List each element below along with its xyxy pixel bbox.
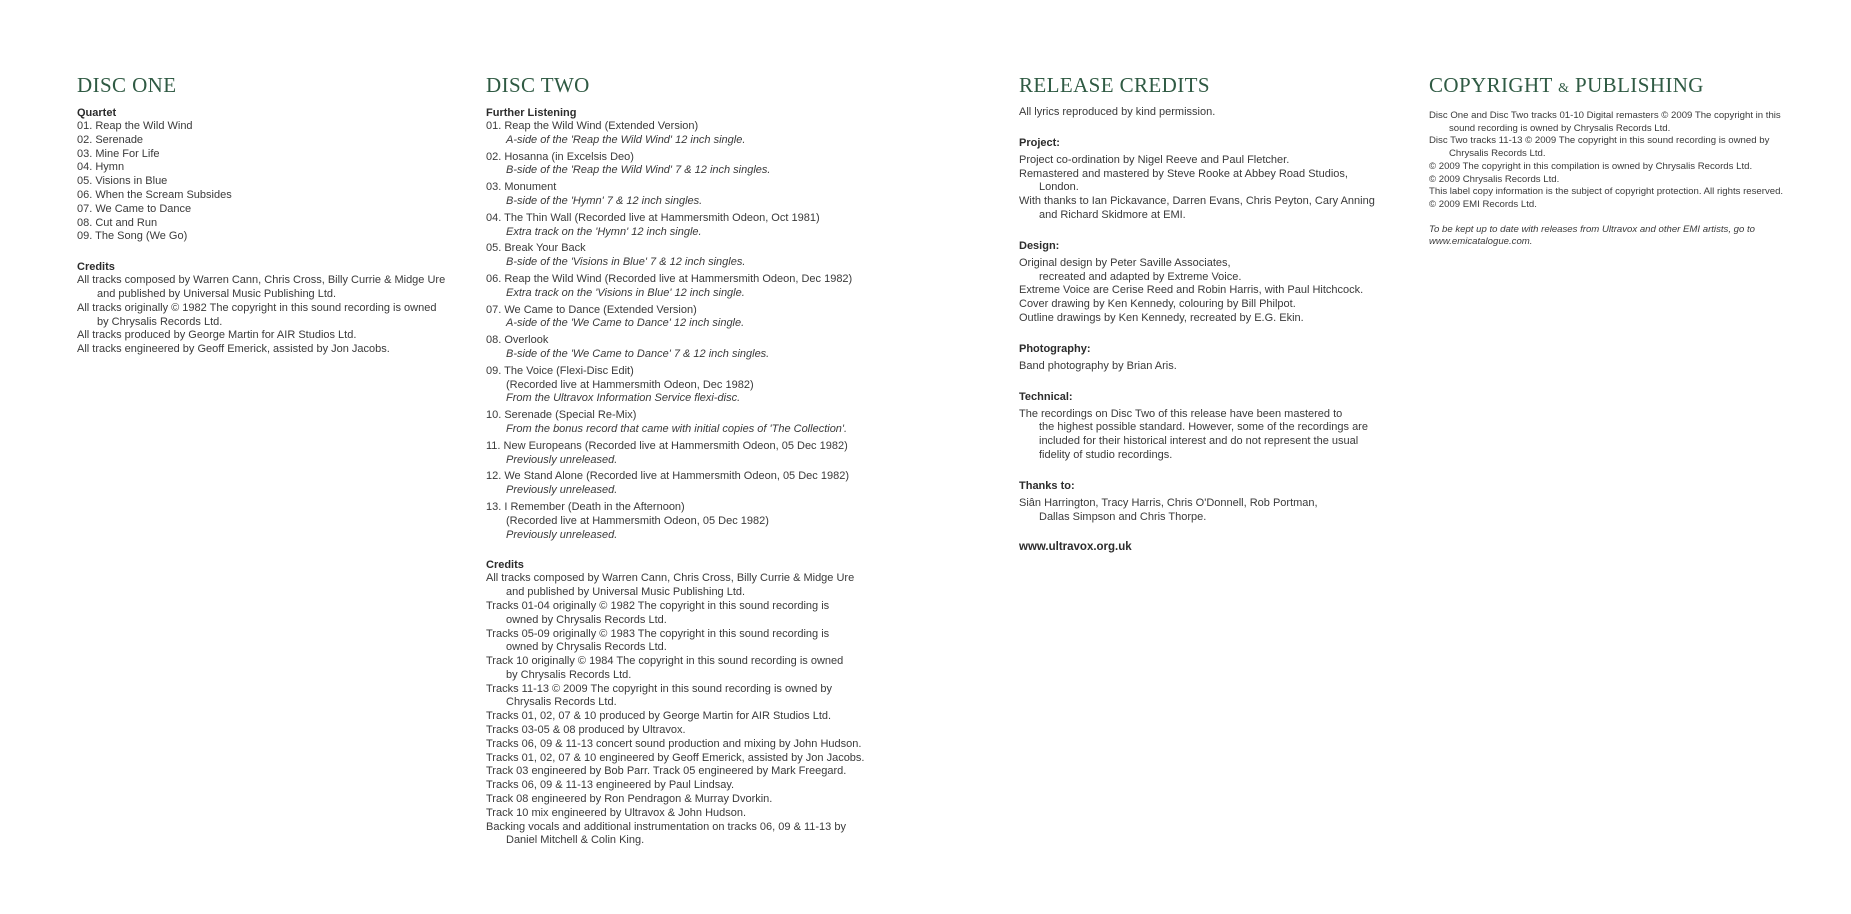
project-line: and Richard Skidmore at EMI. xyxy=(1039,208,1186,221)
credit-line: Tracks 01-04 originally © 1982 The copyright in this sound recording is xyxy=(486,599,830,612)
track-item: 01. Reap the Wild Wind xyxy=(77,120,193,132)
credit-line: Tracks 01, 02, 07 & 10 engineered by Geoff Emerick, assisted by Jon Jacobs. xyxy=(486,751,865,764)
track-item: 05. Visions in Blue xyxy=(77,175,168,188)
track-subtitle: (Recorded live at Hammersmith Odeon, 05 Dec 1982) xyxy=(506,514,769,527)
credit-line: Backing vocals and additional instrumentation on tracks 06, 09 & 11-13 by xyxy=(486,820,846,833)
track-item: 08. Cut and Run xyxy=(77,216,158,229)
track-title: 06. Reap the Wild Wind (Recorded live at Hammersmith Odeon, Dec 1982) xyxy=(486,272,853,285)
website-link[interactable]: www.ultravox.org.uk xyxy=(1019,541,1132,554)
track-title: 04. The Thin Wall (Recorded live at Hammersmith Odeon, Oct 1981) xyxy=(486,211,820,224)
project-line: Project co-ordination by Nigel Reeve and Paul Fletcher. xyxy=(1019,153,1290,166)
track-item xyxy=(486,470,886,498)
credit-line: owned by Chrysalis Records Ltd. xyxy=(506,641,667,654)
credit-line: owned by Chrysalis Records Ltd. xyxy=(506,613,667,626)
technical-line: the highest possible standard. However, some of the recordings are xyxy=(1039,421,1368,434)
track-item: 06. When the Scream Subsides xyxy=(77,188,232,201)
album-label: Quartet xyxy=(77,107,117,119)
track-title: 12. We Stand Alone (Recorded live at Hammersmith Odeon, 05 Dec 1982) xyxy=(486,470,849,483)
project-line: Remastered and mastered by Steve Rooke at Abbey Road Studios, xyxy=(1019,167,1348,180)
copyright-title xyxy=(1429,72,1829,102)
credit-line: All tracks originally © 1982 The copyright in this sound recording is owned xyxy=(77,301,437,314)
track-item xyxy=(486,242,886,270)
copyright-title-amp: & xyxy=(1558,81,1570,96)
disc-two-title: DISC TWO xyxy=(486,73,590,97)
copyright-line: sound recording is owned by Chrysalis Records Ltd. xyxy=(1449,122,1671,134)
design-line: Extreme Voice are Cerise Reed and Robin Harris, with Paul Hitchcock. xyxy=(1019,284,1364,297)
track-item xyxy=(486,501,886,542)
technical-line: The recordings on Disc Two of this release have been mastered to xyxy=(1019,407,1343,420)
track-subtitle: (Recorded live at Hammersmith Odeon, Dec 1982) xyxy=(506,378,754,391)
track-title: 13. I Remember (Death in the Afternoon) xyxy=(486,500,685,513)
track-item xyxy=(486,365,886,406)
credit-line: and published by Universal Music Publishing Ltd. xyxy=(506,586,746,599)
track-note: B-side of the 'Reap the Wild Wind' 7 & 12 inch singles. xyxy=(506,164,771,177)
credit-line: Tracks 05-09 originally © 1983 The copyright in this sound recording is xyxy=(486,627,830,640)
design-line: recreated and adapted by Extreme Voice. xyxy=(1039,270,1242,283)
track-note: B-side of the 'Hymn' 7 & 12 inch singles. xyxy=(506,194,703,207)
design-line: Cover drawing by Ken Kennedy, colouring by Bill Philpot. xyxy=(1019,298,1296,311)
copyright-line: Disc One and Disc Two tracks 01-10 Digital remasters © 2009 The copyright in this xyxy=(1429,110,1781,121)
track-item xyxy=(486,120,886,148)
disc-two-credits xyxy=(486,572,886,848)
credit-line: Daniel Mitchell & Colin King. xyxy=(506,834,645,847)
track-item xyxy=(486,409,886,437)
track-item xyxy=(486,151,886,179)
credit-line: Track 10 mix engineered by Ultravox & John Hudson. xyxy=(486,806,747,819)
track-title: 03. Monument xyxy=(486,181,557,194)
catalogue-link[interactable]: www.emicatalogue.com. xyxy=(1429,236,1533,248)
credit-line: Tracks 11-13 © 2009 The copyright in this sound recording is owned by xyxy=(486,682,833,695)
credit-line: by Chrysalis Records Ltd. xyxy=(506,668,632,681)
disc-one-tracklist xyxy=(77,120,457,244)
credit-line: All tracks composed by Warren Cann, Chris Cross, Billy Currie & Midge Ure xyxy=(486,572,855,585)
track-item: 03. Mine For Life xyxy=(77,147,160,160)
track-item xyxy=(486,304,886,332)
copyright-title-a: COPYRIGHT xyxy=(1429,73,1553,97)
copyright-title-b: PUBLISHING xyxy=(1575,73,1704,97)
copyright-column xyxy=(1429,72,1829,249)
credit-line: Track 03 engineered by Bob Parr. Track 05 engineered by Mark Freegard. xyxy=(486,765,847,778)
credit-line: and published by Universal Music Publishing Ltd. xyxy=(97,287,337,300)
track-item xyxy=(486,212,886,240)
disc-one-credits-label: Credits xyxy=(77,261,115,274)
credit-line: Track 08 engineered by Ron Pendragon & Murray Dvorkin. xyxy=(486,793,773,806)
track-note: Extra track on the 'Hymn' 12 inch single. xyxy=(506,225,702,238)
photography-line: Band photography by Brian Aris. xyxy=(1019,359,1177,372)
design-line: Original design by Peter Saville Associates, xyxy=(1019,256,1231,269)
track-note: From the Ultravox Information Service flexi-disc. xyxy=(506,392,741,405)
track-title: 01. Reap the Wild Wind (Extended Version) xyxy=(486,120,699,132)
track-note: Extra track on the 'Visions in Blue' 12 inch single. xyxy=(506,286,745,299)
credit-line: Tracks 06, 09 & 11-13 concert sound production and mixing by John Hudson. xyxy=(486,737,862,750)
copyright-line: © 2009 EMI Records Ltd. xyxy=(1429,198,1537,210)
track-title: 08. Overlook xyxy=(486,334,549,347)
track-title: 02. Hosanna (in Excelsis Deo) xyxy=(486,150,634,163)
track-item: 07. We Came to Dance xyxy=(77,202,192,215)
track-item xyxy=(486,273,886,301)
disc-one-credits xyxy=(77,274,457,357)
catalogue-note: To be kept up to date with releases from Ultravox and other EMI artists, go to xyxy=(1429,223,1755,235)
track-note: B-side of the 'We Came to Dance' 7 & 12 inch singles. xyxy=(506,347,770,360)
track-item xyxy=(486,440,886,468)
track-title: 11. New Europeans (Recorded live at Hammersmith Odeon, 05 Dec 1982) xyxy=(486,439,848,452)
design-line: Outline drawings by Ken Kennedy, recreated by E.G. Ekin. xyxy=(1019,311,1304,324)
technical-line: included for their historical interest and do not represent the usual xyxy=(1039,435,1359,448)
disc-two-column xyxy=(486,72,886,848)
credit-line: by Chrysalis Records Ltd. xyxy=(97,315,223,328)
technical-line: fidelity of studio recordings. xyxy=(1039,448,1173,461)
credit-line: Tracks 06, 09 & 11-13 engineered by Paul Lindsay. xyxy=(486,779,735,792)
thanks-label: Thanks to: xyxy=(1019,479,1075,492)
track-title: 10. Serenade (Special Re-Mix) xyxy=(486,409,637,422)
design-label: Design: xyxy=(1019,239,1060,252)
credit-line: All tracks composed by Warren Cann, Chris Cross, Billy Currie & Midge Ure xyxy=(77,274,446,287)
release-credits-title: RELEASE CREDITS xyxy=(1019,73,1210,97)
track-item xyxy=(486,334,886,362)
track-note: Previously unreleased. xyxy=(506,453,618,466)
track-note: A-side of the 'Reap the Wild Wind' 12 inch single. xyxy=(506,133,746,146)
track-note: Previously unreleased. xyxy=(506,484,618,497)
lyrics-note: All lyrics reproduced by kind permission. xyxy=(1019,106,1216,118)
copyright-line: This label copy information is the subject of copyright protection. All rights reserved. xyxy=(1429,186,1784,198)
track-title: 05. Break Your Back xyxy=(486,242,586,255)
track-item xyxy=(486,181,886,209)
disc-one-column xyxy=(77,72,457,357)
project-label: Project: xyxy=(1019,136,1060,149)
track-item: 02. Serenade xyxy=(77,133,144,146)
thanks-line: Siân Harrington, Tracy Harris, Chris O'Donnell, Rob Portman, xyxy=(1019,496,1318,509)
credit-line: Tracks 01, 02, 07 & 10 produced by George Martin for AIR Studios Ltd. xyxy=(486,710,832,723)
disc-two-credits-label: Credits xyxy=(486,559,524,572)
track-item: 04. Hymn xyxy=(77,161,125,174)
release-credits-column xyxy=(1019,72,1399,554)
track-item: 09. The Song (We Go) xyxy=(77,230,188,243)
credit-line: Chrysalis Records Ltd. xyxy=(506,696,617,709)
track-note: A-side of the 'We Came to Dance' 12 inch single. xyxy=(506,317,745,330)
credit-line: Track 10 originally © 1984 The copyright in this sound recording is owned xyxy=(486,655,844,668)
technical-label: Technical: xyxy=(1019,390,1073,403)
track-title: 07. We Came to Dance (Extended Version) xyxy=(486,303,697,316)
copyright-line: Chrysalis Records Ltd. xyxy=(1449,148,1546,160)
credit-line: Tracks 03-05 & 08 produced by Ultravox. xyxy=(486,724,686,737)
track-note: Previously unreleased. xyxy=(506,528,618,541)
track-note: From the bonus record that came with initial copies of 'The Collection'. xyxy=(506,422,848,435)
photography-label: Photography: xyxy=(1019,342,1091,355)
thanks-line: Dallas Simpson and Chris Thorpe. xyxy=(1039,510,1207,523)
copyright-line: © 2009 The copyright in this compilation is owned by Chrysalis Records Ltd. xyxy=(1429,160,1753,172)
track-title: 09. The Voice (Flexi-Disc Edit) xyxy=(486,364,634,377)
credit-line: All tracks engineered by Geoff Emerick, assisted by Jon Jacobs. xyxy=(77,343,390,356)
copyright-lines xyxy=(1429,110,1829,212)
copyright-line: © 2009 Chrysalis Records Ltd. xyxy=(1429,173,1560,185)
disc-one-title: DISC ONE xyxy=(77,73,177,97)
copyright-line: Disc Two tracks 11-13 © 2009 The copyright in this sound recording is owned by xyxy=(1429,135,1770,147)
disc-two-tracklist xyxy=(486,120,886,542)
project-line: With thanks to Ian Pickavance, Darren Evans, Chris Peyton, Cary Anning xyxy=(1019,195,1375,208)
track-note: B-side of the 'Visions in Blue' 7 & 12 inch singles. xyxy=(506,256,746,269)
credit-line: All tracks produced by George Martin for AIR Studios Ltd. xyxy=(77,329,357,342)
project-line: London. xyxy=(1039,181,1079,194)
further-listening-label: Further Listening xyxy=(486,107,577,119)
